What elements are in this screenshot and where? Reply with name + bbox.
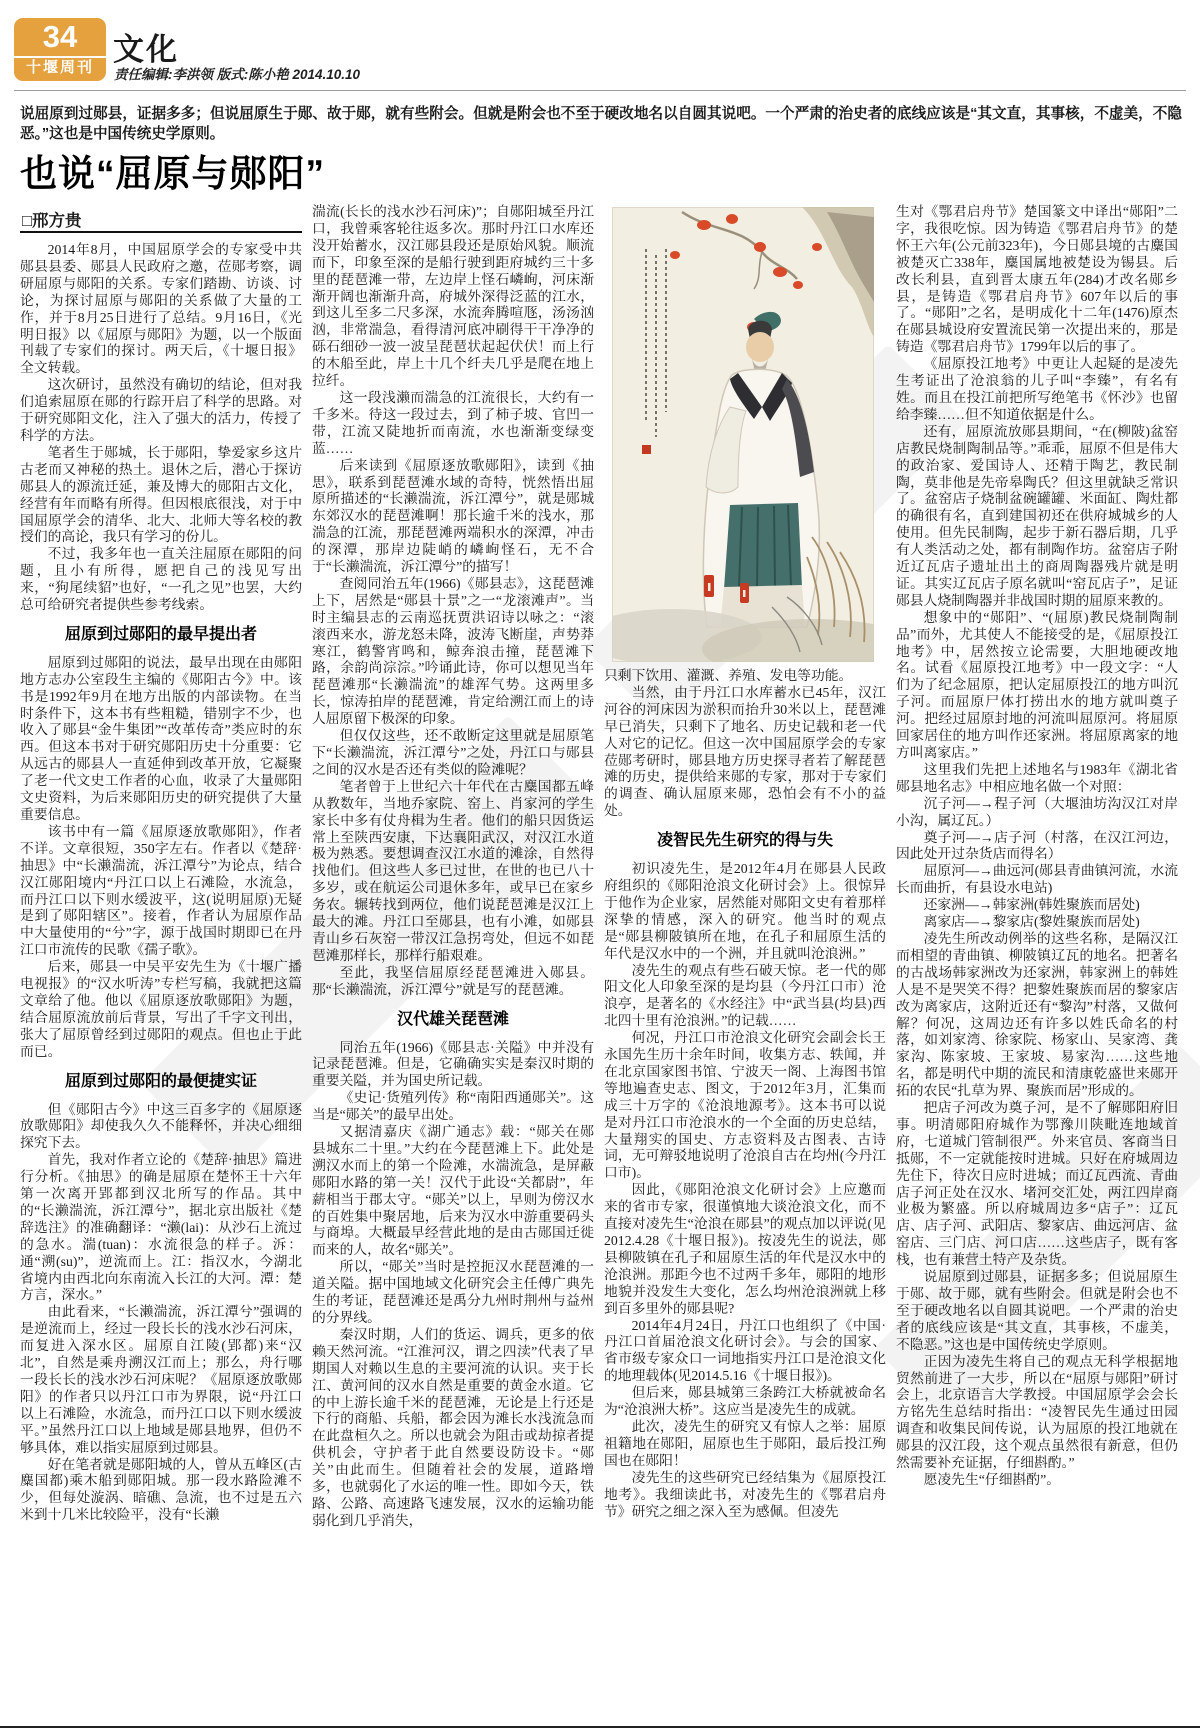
article-paragraph: 后来读到《屈原逐放歌郧阳》，读到《抽思》，联系到琵琶滩水域的奇特，恍然悟出屈原所描述的“长濑湍流，泝江潭兮”，就是郧城东郊汉水的琵琶滩啊！那长逾千米的浅水，那湍急的江流，那琵琶滩两端积水的深潭，冲击的深潭，那岸边陡峭的嶙峋怪石，无不合于“长濑湍流，泝江潭兮”的描写！ [312, 457, 594, 575]
section-subhead: 屈原到过郧阳的最便捷实证 [64, 1072, 257, 1090]
article-paragraph: 但仅仅这些，还不敢断定这里就是屈原笔下“长濑湍流，泝江潭兮”之处，丹江口与郧县之间的汉水是否还有类似的险滩呢？ [312, 728, 594, 777]
article-column-1 [20, 242, 302, 1702]
section-subhead: 凌智民先生研究的得与失 [656, 832, 833, 850]
page-number: 34 [42, 19, 78, 54]
article-paragraph: 沉子河—→程子河（大堰油坊沟汉江对岸小沟，属辽瓦。） [896, 795, 1178, 828]
article-paragraph: 屈原到过郧阳的说法，最早出现在由郧阳地方志办公室段生主编的《郧阳古今》中。该书是1992年9月在地方出版的内部读物。在当时条件下，这本书有些粗糙，错别字不少，也收入了郧县“金牛集团”“改革传奇”类应时的东西。但这本书对于研究郧阳历史十分重要：它从远古的郧县人一直延伸到改革开放，它凝聚了老一代文史工作者的心血，收录了大量郧阳文史资料，为后来郧阳历史的研究提供了大量重要信息。 [20, 654, 302, 822]
article-paragraph: 凌先生所改动例举的这些名称，是隔汉江而相望的青曲镇、柳陂镇辽瓦的地名。把著名的古战场韩家洲改为还家洲，韩家洲上的韩姓人是不是哭笑不得？把黎姓聚族而居的黎家店改为离家店，这附近还有“黎沟”村落，又做何解？何况，这周边还有许多以姓氏命名的村落，如刘家湾、徐家院、杨家山、吴家湾、龚家沟、陈家坡、王家坡、易家沟……这些地名，都是明代中期的流民和清康乾盛世来郧开拓的农民“扎草为界、聚族而居”形成的。 [896, 930, 1178, 1099]
article-paragraph: 因此，《郧阳沧浪文化研讨会》上应邀而来的省市专家，很谨慎地大谈沧浪文化，而不直接对凌先生“沧浪在郧县”的观点加以评说(见2012.4.28《十堰日报》)。按凌先生的说法，郧县柳陂镇在孔子和屈原生活的年代是汉水中的沧浪洲。那距今也不过两千多年，郧阳的地形地貌并没发生大变化，怎么均州沧浪洲就上移到百多里外的郧县呢? [604, 1182, 886, 1316]
section-subhead: 汉代雄关琵琶滩 [396, 1010, 509, 1028]
qu-yuan-painting-svg [612, 207, 874, 662]
article-paragraph: 秦汉时期，人们的货运、调兵，更多的依赖天然河流。“江淮河汉，谓之四渎”代表了早期国人对赖以生息的主要河流的认识。夹于长江、黄河间的汉水自然是重要的黄金水道。它的中上游长逾千米的琵琶滩，无论是上行还是下行的商船、兵船，都会因为滩长水浅流急而在此盘桓久之。所以也就会为阻击或劫掠者提供机会，守护者于此自然要设防设卡。“郧关”由此而生。但随着社会的发展，道路增多，也就弱化了水运的唯一性。即如今天，铁路、公路、高速路飞速发展，汉水的运输功能弱化到几乎消失， [312, 1326, 594, 1528]
section-subhead: 屈原到过郧阳的最早提出者 [64, 625, 257, 643]
article-paragraph: 离家店—→黎家店(黎姓聚族而居处) [923, 914, 1140, 930]
article-paragraph: 首先，我对作者立论的《楚辞·抽思》篇进行分析。《抽思》的确是屈原在楚怀王十六年第一次离开郢都到汉北所写的作品。其中的“长濑湍流，泝江潭兮”，据北京出版社《楚辞选注》的准确翻译：“濑(lai)：从沙石上流过的急水。湍(tuan)：水流很急的样子。泝：通“溯(su)”，逆流而上。江：指汉水，今湖北省境内由西北向东南流入长江的大河。潭：楚方言，深水。” [20, 1152, 302, 1303]
article-paragraph: 此次，凌先生的研究又有惊人之举：屈原祖籍地在郧阳，屈原也生于郧阳，最后投江殉国也在郧阳！ [604, 1418, 886, 1468]
article-paragraph: 不过，我多年也一直关注屈原在郧阳的问题，且小有所得，愿把自己的浅见写出来，“狗尾续貂”也好，“一孔之见”也罢，大约总可给研究者提供些参考线索。 [20, 546, 302, 613]
article-headline: 也说“屈原与郧阳” [20, 153, 325, 194]
article-paragraph: 凌先生的这些研究已经结集为《屈原投江地考》。我细读此书，对凌先生的《鄂君启舟节》研究之细之深入至为感佩。但凌先 [604, 1469, 886, 1519]
article-paragraph: 何况，丹江口市沧浪文化研究会副会长王永国先生历十余年时间，收集方志、轶闻，并在北京国家图书馆、宁波天一阁、上海图书馆等地遍查史志、图文，于2012年3月，汇集而成三十万字的《沧浪地源考》。这本书可以说是对丹江口市沧浪水的一个全面的历史总结，大量翔实的国史、方志资料及古图表、古诗词，无可辩驳地说明了沧浪自古在均州(今丹江口市)。 [604, 1030, 886, 1181]
article-paragraph: 说屈原到过郧县，证据多多；但说屈原生于郧、故于郧，就有些附会。但就是附会也不至于硬改地名以自圆其说吧。一个严肃的治史者的底线应该是“其文直，其事核，不虚美，不隐恶。”这也是中国传统史学原则。 [896, 1269, 1178, 1352]
article-column-2 [312, 204, 594, 1702]
article-paragraph: 只剩下饮用、灌溉、养殖、发电等功能。 [604, 668, 853, 683]
byline-divider [20, 231, 302, 233]
article-paragraph: 当然，由于丹江口水库蓄水已45年，汉江河谷的河床因为淤积而抬升30米以上，琵琶滩早已消失，只剩下了地名、历史记载和老一代人对它的记忆。但这一次中国屈原学会的专家莅郧考研时，郧县地方历史探寻者若了解琵琶滩的历史，提供给来郧的专家，那对于专家们的调查、确认屈原来郧，恐怕会有不小的益处。 [604, 684, 886, 819]
article-paragraph: 又据清嘉庆《湖广通志》载：“郧关在郧县城东二十里。”大约在今琵琶滩上下。此处是溯汉水而上的第一个险滩，水湍流急，是屏蔽郧阳水路的第一关！汉代于此设“关都尉”，年薪相当于郡太守。“郧关”以上，早则为傍汉水的百姓集中聚居地，后来为汉水中游重要码头与商埠。大概最早经营此地的是由古郧国迁徙而来的人，故名“郧关”。 [312, 1124, 594, 1258]
article-paragraph: 同治五年(1966)《郧县志·关隘》中并没有记录琵琶滩。但是，它确确实实是秦汉时期的重要关隘，并为国史所记载。 [312, 1039, 594, 1089]
article-paragraph: 凌先生的观点有些石破天惊。老一代的郧阳文化人印象至深的是均县（今丹江口市）沧浪亭，是著名的《水经注》中“武当县(均县)西北四十里有沧浪洲。”的记载…… [604, 962, 886, 1029]
page-number-badge [14, 18, 106, 81]
article-paragraph: 后来，郧县一中吴平安先生为《十堰广播电视报》的“汉水听涛”专栏写稿，我就把这篇文章给了他。他以《屈原逐放歌郧阳》为题，结合屈原流放前后背景，写出了千字文刊出，张大了屈原曾经到过郧阳的观点。但也止于此而已。 [20, 959, 302, 1059]
article-paragraph: 初识凌先生，是2012年4月在郧县人民政府组织的《郧阳沧浪文化研讨会》上。很惊异于他作为企业家，居然能对郧阳文史有着那样深挚的情感，深入的研究。他当时的观点是“郧县柳陂镇所在地，在孔子和屈原生活的年代是汉水中的一个洲，并且就叫沧浪洲。” [604, 861, 886, 961]
article-paragraph: 湍流(长长的浅水沙石河床)”；自郧阳城至丹江口，我曾乘客轮往返多次。那时丹江口水库还没开始蓄水，汉江郧县段还是原始风貌。顺流而下，印象至深的是船行驶到距府城约三十多里的琵琶滩一带，左边岸上怪石嶙峋，河床渐渐开阔也渐渐升高，府城外深得泛蓝的江水，到这儿至多二尺多深，水流奔腾喧豗，汤汤汹汹，非常湍急，看得清河底冲刷得干干净净的砾石细砂一波一波呈琵琶状起起伏伏！而上行的木船至此，岸上十几个纤夫几乎是爬在地上拉纤。 [312, 204, 594, 389]
masthead: 十堰周刊 [14, 56, 106, 79]
article-column-4 [896, 204, 1178, 1702]
article-paragraph: 好在笔者就是郧阳城的人，曾从五峰区(古麋国都)乘木船到郧阳城。那一段水路险滩不少，但每处漩涡、暗礁、急流，也不过是五六米到十几米比较险平，没有“长濑 [20, 1456, 302, 1523]
article-column-3 [604, 668, 886, 1702]
article-paragraph: 这里我们先把上述地名与1983年《湖北省郧县地名志》中相应地名做一个对照： [896, 761, 1178, 794]
article-paragraph: 这一段浅濑而湍急的江流很长，大约有一千多米。待这一段过去，到了柿子坡、官凹一带，江流又陡地折而南流，水也渐渐变绿变蓝…… [312, 389, 594, 456]
article-paragraph: 把店子河改为奠子河，是不了解郧阳府旧事。明清郧阳府城作为鄂豫川陕毗连地域首府，七道城门管制很严。外来官员、客商当日抵郧，不一定就能按时进城。只好在府城周边先住下，待次日应时进城；而辽瓦西流、青曲店子河正处在汉水、堵河交汇处，两江四岸商业极为繁盛。所以府城周边多“店子”：辽瓦店、店子河、武阳店、黎家店、曲远河店、盆窑店、三门店、河口店……这些店子，既有客栈，也有兼营土特产及杂货。 [896, 1100, 1178, 1268]
article-paragraph: 屈原河—→曲远河(郧县青曲镇河流，水流长而曲折，有县设水电站) [896, 863, 1178, 896]
article-paragraph: 这次研讨，虽然没有确切的结论，但对我们追索屈原在郧的行踪开启了科学的思路。对于研究郧阳文化，注入了强大的活力，传授了科学的方法。 [20, 377, 302, 443]
page-bottom-rule [0, 1726, 1200, 1728]
article-paragraph: 所以，“郧关”当时是控扼汉水琵琶滩的一道关隘。据中国地域文化研究会主任傅广典先生的考证，琵琶滩还是禹分九州时荆州与益州的分界线。 [312, 1259, 594, 1325]
article-paragraph: 2014年8月，中国屈原学会的专家受中共郧县县委、郧县人民政府之邀，莅郧考察，调研屈原与郧阳的关系。专家们踏勘、访谈、讨论，为探讨屈原与郧阳的关系做了大量的工作，并于8月25日进行了总结。9月16日，《光明日报》以《屈原与郧阳》为题，以一个版面刊载了专家们的探讨。两天后，《十堰日报》全文转载。 [20, 242, 302, 376]
editor-line: 责任编辑:李洪领 版式:陈小艳 2014.10.10 [114, 67, 361, 82]
header-divider [14, 90, 1186, 91]
article-paragraph: 笔者曾于上世纪六十年代在古麋国都五峰从教数年，当地乔家院、窑上、肖家河的学生家长中多有仗舟楫为生者。他们的船只因货运常上至陕西安康，下达襄阳武汉，对汉江水道极为熟悉。要想调查汉江水道的滩涂，自然得找他们。但这些人多已过世，在世的也已八十多岁，或在航运公司退休多年，或早已在家乡务农。辗转找到两位，他们说琵琶滩是汉江上最大的滩。丹江口至郧县，也有小滩，如郧县青山乡石灰窑一带汉江急拐弯处，但远不如琵琶滩那样长，那样行船艰难。 [312, 778, 594, 963]
article-paragraph: 2014年4月24日，丹江口也组织了《中国·丹江口首届沧浪文化研讨会》。与会的国家、省市级专家众口一词地指实丹江口是沧浪文化的地理载体(见2014.5.16《十堰日报》)。 [604, 1317, 886, 1384]
article-paragraph: 由此看来，“长濑湍流，泝江潭兮”强调的是逆流而上，经过一段长长的浅水沙石河床，而复进入深水区。屈原自江陵(郢都)来“汉北”，自然是乘舟溯汉江而上；那么，舟行哪一段长长的浅水沙石河床呢？《屈原逐放歌郧阳》的作者只以丹江口市为界限，说“丹江口以上石滩险，水流急，而丹江口以下则水缓波平。”虽然丹江口以上地域是郧县地界，但仍不够具体，难以指实屈原到过郧县。 [20, 1304, 302, 1455]
article-paragraph: 还家洲—→韩家洲(韩姓聚族而居处) [923, 897, 1140, 913]
lede-paragraph: 说屈原到过郧县，证据多多；但说屈原生于郧、故于郧，就有些附会。但就是附会也不至于硬改地名以自圆其说吧。一个严肃的治史者的底线应该是“其文直，其事核，不虚美，不隐恶。”这也是中国传统史学原则。 [20, 106, 1182, 142]
article-paragraph: 想象中的“郧阳”、“(屈原)教民烧制陶制品”而外，尤其使人不能接受的是，《屈原投江地考》中，居然按立论需要，大胆地硬改地名。试看《屈原投江地考》中一段文字：“人们为了纪念屈原，把认定屈原投江的地方叫沉子河。而屈原尸体打捞出水的地方就叫奠子河。把经过屈原封地的河流叫屈原河。将屈原回家居住的地方叫作还家洲。将屈原离家的地方叫离家店。” [896, 609, 1178, 760]
article-paragraph: 但后来，郧县城第三条跨江大桥就被命名为“沧浪洲大桥”。这应当是凌先生的成就。 [604, 1385, 886, 1418]
qu-yuan-painting-illustration [612, 207, 874, 662]
article-paragraph: 《屈原投江地考》中更让人起疑的是凌先生考证出了沧浪翁的儿子叫“李臻”，有名有姓。而且在投江前把所写绝笔书《怀沙》也留给李臻……但不知道依据是什么。 [896, 356, 1178, 422]
article-paragraph: 但《郧阳古今》中这三百多字的《屈原逐放歌郧阳》却使我久久不能释怀，并决心细细探究下去。 [20, 1101, 302, 1151]
article-paragraph: 生对《鄂君启舟节》楚国篆文中译出“郧阳”二字，我很吃惊。因为铸造《鄂君启舟节》的楚怀王六年(公元前323年)，今日郧县境的古麋国被楚灭亡338年，麋国属地被楚设为锡县。后改长利县，直到晋太康五年(284)才改名郧乡县，是铸造《鄂君启舟节》607年以后的事了。“郧阳”之名，是明成化十二年(1476)原杰在郧县城设府安置流民第一次提出来的，那是铸造《鄂君启舟节》1799年以后的事了。 [896, 204, 1178, 355]
article-paragraph: 奠子河—→店子河（村落，在汉江河边，因此处开过杂货店而得名） [896, 829, 1178, 862]
article-paragraph: 愿凌先生“仔细斟酌”。 [923, 1471, 1061, 1487]
byline: □邢方贵 [22, 212, 82, 230]
article-paragraph: 《史记·货殖列传》称“南阳西通郧关”。这当是“郧关”的最早出处。 [312, 1090, 594, 1123]
article-paragraph: 查阅同治五年(1966)《郧县志》，这琵琶滩上下，居然是“郧县十景”之一“龙滚滩声”。当时主编县志的云南巡抚贾洪诏诗以咏之：“滚滚西来水，游龙怒未降，波涛飞断崖，声势莽寒江，鹤警宵鸣和，鲸奔浪击撞，琵琶滩下路，余韵尚淙淙。”吟诵此诗，你可以想见当年琵琶滩那“长濑湍流”的雄浑气势。这两里多长，惊涛拍岸的琵琶滩，肯定给溯江而上的诗人屈原留下极深的印象。 [312, 575, 594, 727]
article-paragraph: 还有，屈原流放郧县期间，“在(柳陂)盆窑店教民烧制陶制品等。”乖乖，屈原不但是伟大的政治家、爱国诗人、还精于陶艺，教民制陶，莫非他是先帝皋陶氏？但这里就缺乏常识了。盆窑店子烧制盆碗罐罐、米面缸、陶灶都的确很有名，直到建国初还在供府城城乡的人使用。但先民制陶，起步于新石器后期，几乎有人类活动之处，都有制陶作坊。盆窑店子附近辽瓦店子遗址出土的商周陶器残片就是明证。其实辽瓦店子原名就叫“窑瓦店子”，足证郧县人烧制陶器并非战国时期的屈原来教的。 [896, 423, 1178, 608]
article-paragraph: 该书中有一篇《屈原逐放歌郧阳》，作者不详。文章很短，350字左右。作者以《楚辞·抽思》中“长濑湍流，泝江潭兮”为论点，结合汉江郧阳境内“丹江口以上石滩险，水流急，而丹江口以下则水缓波平，这(说明屈原)无疑是到了郧阳辖区”。接着，作者认为屈原作品中大量使用的“兮”字，源于战国时期即已在丹江口市流传的民歌《孺子歌》。 [20, 823, 302, 958]
article-paragraph: 笔者生于郧城，长于郧阳，挚爱家乡这片古老而又神秘的热土。退休之后，潜心于探访郧县人的源流迁延，兼及博大的郧阳古文化，经营有年而略有所得。但因根底很浅，对于中国屈原学会的清华、北大、北师大等名校的教授们的高论，我只有学习的份儿。 [20, 444, 302, 545]
article-paragraph: 至此，我坚信屈原经琵琶滩进入郧县。那“长濑湍流，泝江潭兮”就是写的琵琶滩。 [312, 964, 594, 997]
article-paragraph: 正因为凌先生将自己的观点无科学根据地贸然前进了一大步，所以在“屈原与郧阳”研讨会上，北京语言大学教授。中国屈原学会会长方铭先生总结时指出：“凌智民先生通过田园调查和收集民间传说，认为屈原的投江地就在郧县的汉江段，这个观点虽然很有新意，但仍然需要补充证据，仔细斟酌。” [896, 1353, 1178, 1471]
section-title: 文化 [113, 32, 179, 67]
